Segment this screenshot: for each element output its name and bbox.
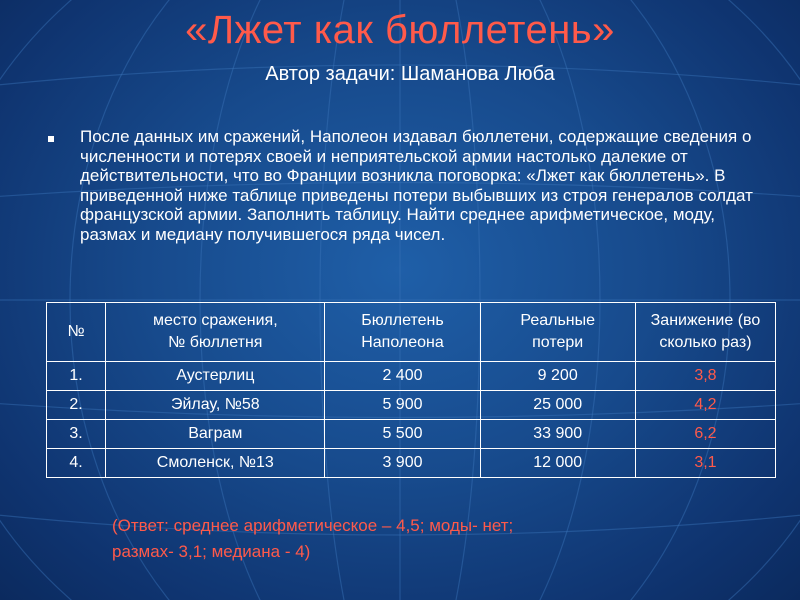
cell-bulletin: 2 400 (325, 362, 480, 391)
header-real-line1: Реальные (520, 312, 596, 329)
cell-real: 25 000 (480, 391, 635, 420)
cell-number: 4. (47, 449, 106, 478)
header-bulletin-line2: Наполеона (361, 334, 444, 351)
header-bulletin-line1: Бюллетень (361, 312, 444, 329)
problem-statement: После данных им сражений, Наполеон издавал бюллетени, содержащие сведения о численности и потерях своей и неприятельской армии настолько далекие от действительности, что во Франции возникла поговорка: «Лжет как бюллетень». В приведенной ниже таблице приведены потери выбывших из строя генералов солдат французской армии. Заполнить таблицу. Найти среднее арифметическое, моду, размах и медиану получившегося ряда чисел. (80, 127, 753, 244)
table-row (47, 391, 776, 420)
header-real-losses (480, 303, 635, 362)
cell-understatement: 6,2 (635, 420, 775, 449)
slide-title: «Лжет как бюллетень» (185, 8, 615, 52)
header-bulletin (325, 303, 480, 362)
answer-line2: размах- 3,1; медиана - 4) (112, 542, 311, 561)
cell-understatement: 4,2 (635, 391, 775, 420)
header-number: № (47, 303, 106, 362)
cell-place: Смоленск, №13 (106, 449, 325, 478)
cell-real: 9 200 (480, 362, 635, 391)
header-real-line2: потери (532, 334, 584, 351)
cell-real: 12 000 (480, 449, 635, 478)
table-row (47, 362, 776, 391)
cell-bulletin: 5 500 (325, 420, 480, 449)
header-under-line1: Занижение (во (650, 312, 761, 329)
cell-bulletin: 3 900 (325, 449, 480, 478)
cell-number: 2. (47, 391, 106, 420)
cell-understatement: 3,1 (635, 449, 775, 478)
cell-number: 1. (47, 362, 106, 391)
cell-bulletin: 5 900 (325, 391, 480, 420)
cell-understatement: 3,8 (635, 362, 775, 391)
table-header-row (47, 303, 776, 362)
table-row (47, 420, 776, 449)
answer-text (112, 513, 732, 565)
cell-place: Аустерлиц (106, 362, 325, 391)
header-under-line2: сколько раз) (659, 334, 752, 351)
cell-place: Ваграм (106, 420, 325, 449)
header-understatement (635, 303, 775, 362)
header-place-line2: № бюллетня (168, 334, 263, 351)
bullet-square-icon (48, 136, 54, 142)
header-place (106, 303, 325, 362)
table-row (47, 449, 776, 478)
cell-place: Эйлау, №58 (106, 391, 325, 420)
losses-table (46, 302, 776, 478)
header-place-line1: место сражения, (152, 312, 278, 329)
cell-number: 3. (47, 420, 106, 449)
slide-subtitle-author: Автор задачи: Шаманова Люба (265, 63, 555, 85)
answer-line1: (Ответ: среднее арифметическое – 4,5; моды- нет; (112, 516, 514, 535)
cell-real: 33 900 (480, 420, 635, 449)
